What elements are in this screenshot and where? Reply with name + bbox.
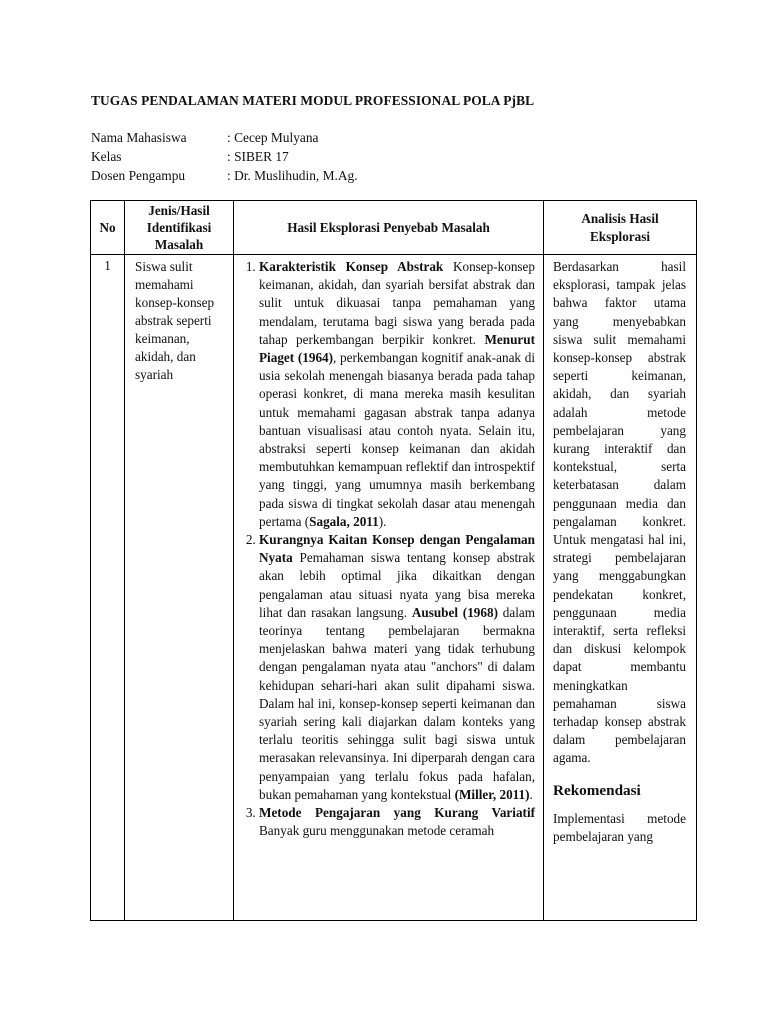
recommendation-heading: Rekomendasi <box>553 781 641 799</box>
cause-heading: Kurangnya Kaitan Konsep dengan Pengalaman Nyata <box>259 532 535 566</box>
cause-text: ). <box>378 513 387 529</box>
page-title: TUGAS PENDALAMAN MATERI MODUL PROFESSIONAL POLA PjBL <box>91 93 535 108</box>
header-jenis: Jenis/Hasil Identifikasi Masalah <box>125 201 234 255</box>
header-no: No <box>91 201 125 255</box>
analysis-text: Berdasarkan hasil eksplorasi, tampak jelas bahwa faktor utama yang menyebabkan siswa sulit memahami konsep-konsep abstrak seperti keimanan, akidah, dan syariah adalah metode pembelajaran yang kurang interaktif dan kontekstual, serta keterbatasan dalam penggunaan media dan pengalaman konkret. Untuk mengatasi hal ini, strategi pembelajaran yang menggabungkan pendekatan konkret, penggunaan media interaktif, serta refleksi dan diskusi kelompok dapat membantu meningkatkan pemahaman siswa terhadap konsep abstrak dalam pembelajaran agama. <box>553 259 686 766</box>
header-analisis: Analisis Hasil Eksplorasi <box>544 201 697 255</box>
cause-citation: (Miller, 2011) <box>454 786 530 802</box>
problem-cell: Siswa sulit memahami konsep-konsep abstrak seperti keimanan, akidah, dan syariah <box>125 255 234 921</box>
info-row-name <box>91 128 358 147</box>
cause-heading: Metode Pengajaran yang Kurang Variatif <box>259 805 535 821</box>
cause-citation: Sagala, 2011 <box>309 513 379 529</box>
info-row-class <box>91 147 358 166</box>
cause-citation: Menurut Piaget (1964) <box>259 331 535 366</box>
info-value: : Cecep Mulyana <box>227 130 319 145</box>
info-label: Nama Mahasiswa <box>91 130 187 145</box>
info-value: : SIBER 17 <box>227 149 289 164</box>
cause-text: Pemahaman siswa tentang konsep abstrak akan lebih optimal jika dikaitkan dengan pengalaman atau situasi nyata yang bisa mereka lihat dan rasakan langsung. <box>259 550 535 620</box>
cause-text: Banyak guru menggunakan metode ceramah <box>259 823 495 839</box>
info-label: Dosen Pengampu <box>91 168 186 183</box>
info-label: Kelas <box>91 149 122 164</box>
row-number: 1 <box>91 255 125 921</box>
student-info <box>91 128 358 185</box>
cause-item <box>259 531 535 804</box>
cause-item <box>259 258 535 531</box>
cause-text: , perkembangan kognitif anak-anak di usia sekolah menengah biasanya berada pada tahap operasi konkret, di mana mereka masih kesulitan untuk memahami gagasan abstrak tanpa adanya bantuan visualisasi atau contoh nyata. Selain itu, abstraksi seperti konsep keimanan dan akidah membutuhkan kemampuan reflektif dan introspektif yang tinggi, yang umumnya masih berkembang pada siswa di tingkat sekolah dasar atau menengah pertama ( <box>259 350 535 529</box>
table-row <box>91 255 697 921</box>
table-header-row <box>91 201 697 255</box>
cause-text: . <box>529 786 533 802</box>
info-value: : Dr. Muslihudin, M.Ag. <box>227 168 358 183</box>
causes-list <box>239 258 535 841</box>
info-row-lecturer <box>91 166 358 185</box>
cause-heading: Karakteristik Konsep Abstrak <box>259 259 444 274</box>
header-hasil: Hasil Eksplorasi Penyebab Masalah <box>234 201 544 255</box>
analysis-cell <box>544 255 697 921</box>
cause-item <box>259 804 535 840</box>
cause-text: Konsep-konsep keimanan, akidah, dan syariah bersifat abstrak dan sulit untuk dikuasai tanpa pemahaman yang mendalam, terutama bagi siswa yang berada pada tahap perkembangan berpikir konkret. <box>259 259 536 347</box>
causes-cell <box>234 255 544 921</box>
exploration-table <box>90 200 697 921</box>
cause-text: dalam teorinya tentang pembelajaran bermakna menjelaskan bahwa materi yang tidak terhubung dengan pengalaman nyata atau "anchors" di dalam kehidupan sehari-hari akan sulit dipahami siswa. Dalam hal ini, konsep-konsep seperti keimanan dan syariah sering kali diajarkan dalam konteks yang terlalu teoritis sehingga sulit bagi siswa untuk merasakan relevansinya. Ini diperparah dengan cara penyampaian yang terlalu fokus pada hafalan, bukan pemahaman yang kontekstual <box>259 604 535 802</box>
cause-citation: Ausubel (1968) <box>411 604 498 620</box>
recommendation-text: Implementasi metode pembelajaran yang <box>553 810 686 845</box>
